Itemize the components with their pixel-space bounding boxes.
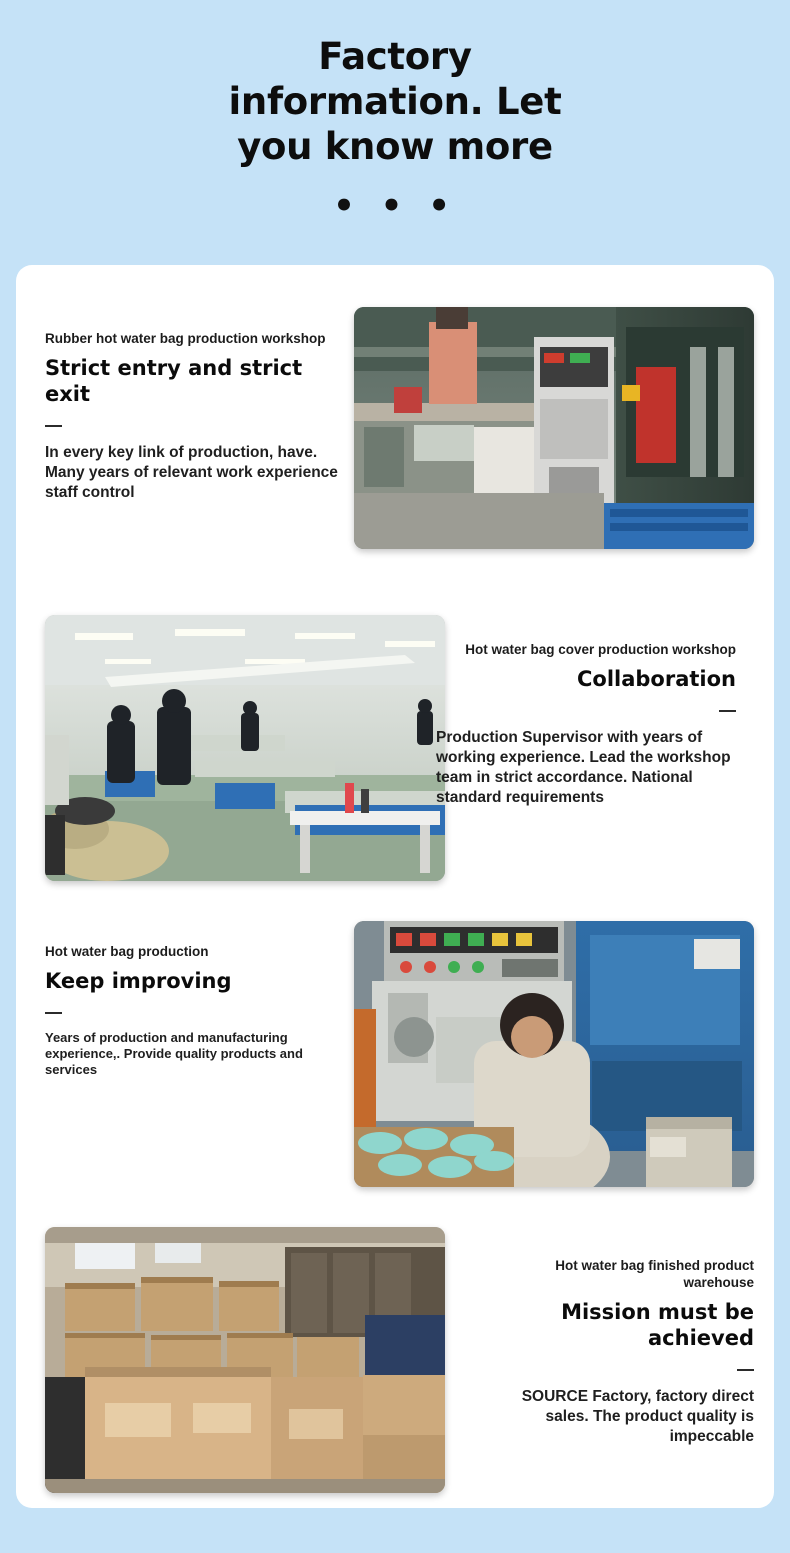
- section-1-photo: [354, 307, 754, 549]
- content-card: [16, 265, 774, 1508]
- section-2-eyebrow: Hot water bag cover production workshop: [465, 642, 736, 657]
- section-3-body: Years of production and manufacturing experience,. Provide quality products and services: [45, 1030, 303, 1077]
- section-4-divider: [737, 1369, 754, 1371]
- section-1-text: [45, 330, 345, 503]
- section-2-photo: [45, 615, 445, 881]
- section-3-text: [45, 943, 335, 1078]
- section-1-body: In every key link of production, have. Many years of relevant work experience staff control: [45, 444, 338, 501]
- page-title: Factory information. Let you know more: [228, 35, 562, 168]
- section-4-eyebrow: Hot water bag finished product warehouse: [555, 1258, 754, 1290]
- section-2-divider: [719, 710, 736, 712]
- section-3-photo: [354, 921, 754, 1187]
- section-2-body: Production Supervisor with years of working experience. Lead the workshop team in strict accordance. National standard requirements: [436, 729, 731, 806]
- section-2-text: [436, 641, 736, 808]
- section-1-divider: [45, 425, 62, 427]
- section-1-headline: Strict entry and strict exit: [45, 356, 303, 406]
- section-4-photo: [45, 1227, 445, 1493]
- decorative-dots: • • •: [333, 186, 457, 226]
- section-4-text: [496, 1257, 754, 1447]
- section-2-headline: Collaboration: [576, 667, 736, 691]
- page-header: [0, 0, 790, 226]
- section-3-divider: [45, 1012, 62, 1014]
- section-4-body: SOURCE Factory, factory direct sales. The product quality is impeccable: [521, 1388, 754, 1445]
- section-3-eyebrow: Hot water bag production: [45, 944, 209, 959]
- section-3-headline: Keep improving: [45, 969, 232, 993]
- section-1-eyebrow: Rubber hot water bag production workshop: [45, 331, 326, 346]
- section-4-headline: Mission must be achieved: [561, 1300, 754, 1350]
